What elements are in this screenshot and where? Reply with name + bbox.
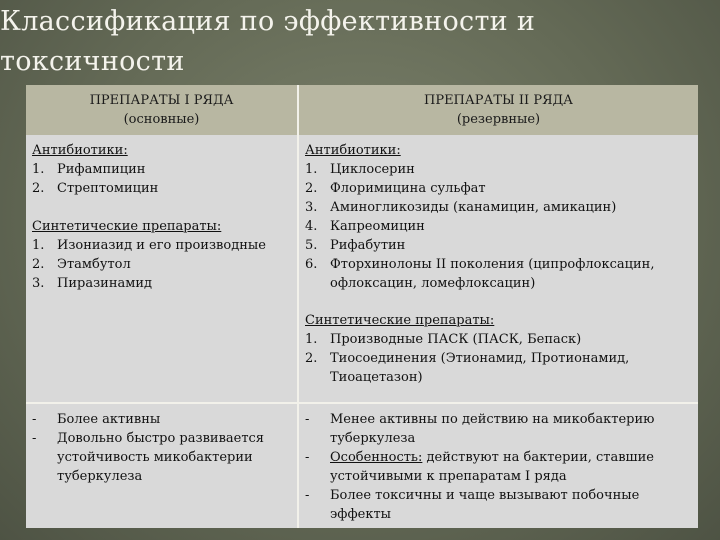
header-first-line-title: ПРЕПАРАТЫ I РЯДА — [89, 93, 234, 108]
first-antibiotics-heading: Антибиотики: — [32, 143, 128, 158]
second-antibiotics-heading: Антибиотики: — [305, 143, 401, 158]
table-row-drugs — [26, 135, 698, 403]
header-first-line — [26, 85, 298, 135]
cell-second-line-properties — [298, 403, 698, 528]
header-second-line-title: ПРЕПАРАТЫ II РЯДА — [423, 93, 573, 108]
list-item: - Особенность: действуют на бактерии, ставшие устойчивыми к препаратам I ряда — [305, 450, 654, 484]
list-item: 1. Рифампицин — [32, 162, 146, 177]
feature-label: Особенность: — [330, 450, 423, 465]
list-item: 2. Тиосоединения (Этионамид, Протионамид, Тиоацетазон) — [305, 351, 630, 385]
cell-first-line-properties — [26, 403, 298, 528]
list-item: 2. Флоримицина сульфат — [305, 181, 486, 196]
list-item: 5. Рифабутин — [305, 238, 406, 253]
list-item: 6. Фторхинолоны II поколения (ципрофлоксацин, офлоксацин, ломефлоксацин) — [305, 257, 655, 291]
header-second-line — [298, 85, 698, 135]
list-item: - Менее активны по действию на микобактерию туберкулеза — [305, 412, 655, 446]
first-antibiotics-block — [32, 141, 291, 198]
header-first-line-subtitle: (основные) — [123, 112, 200, 127]
list-item: - Более токсичны и чаще вызывают побочные эффекты — [305, 488, 640, 522]
list-item: 4. Капреомицин — [305, 219, 425, 234]
first-synthetic-block — [32, 217, 291, 293]
table-header-row — [26, 85, 698, 135]
slide-title: Классификация по эффективности и токсичности — [0, 6, 536, 77]
cell-first-line-drugs — [26, 135, 298, 403]
cell-second-line-drugs — [298, 135, 698, 403]
list-item: 3. Пиразинамид — [32, 276, 153, 291]
list-item: - Более активны — [32, 412, 161, 427]
second-antibiotics-block — [305, 141, 692, 293]
list-item: 1. Циклосерин — [305, 162, 415, 177]
list-item: 2. Стрептомицин — [32, 181, 159, 196]
second-synthetic-heading: Синтетические препараты: — [305, 313, 495, 328]
list-item: 2. Этамбутол — [32, 257, 131, 272]
list-item: 1. Производные ПАСК (ПАСК, Бепаск) — [305, 332, 582, 347]
first-synthetic-heading: Синтетические препараты: — [32, 219, 222, 234]
list-item: - Довольно быстро развивается устойчивость микобактерии туберкулеза — [32, 431, 265, 484]
classification-table — [26, 85, 698, 528]
header-second-line-subtitle: (резервные) — [456, 112, 541, 127]
second-synthetic-block — [305, 311, 692, 387]
list-item: 3. Аминогликозиды (канамицин, амикацин) — [305, 200, 617, 215]
list-item: 1. Изониазид и его производные — [32, 238, 266, 253]
table-row-properties — [26, 403, 698, 528]
